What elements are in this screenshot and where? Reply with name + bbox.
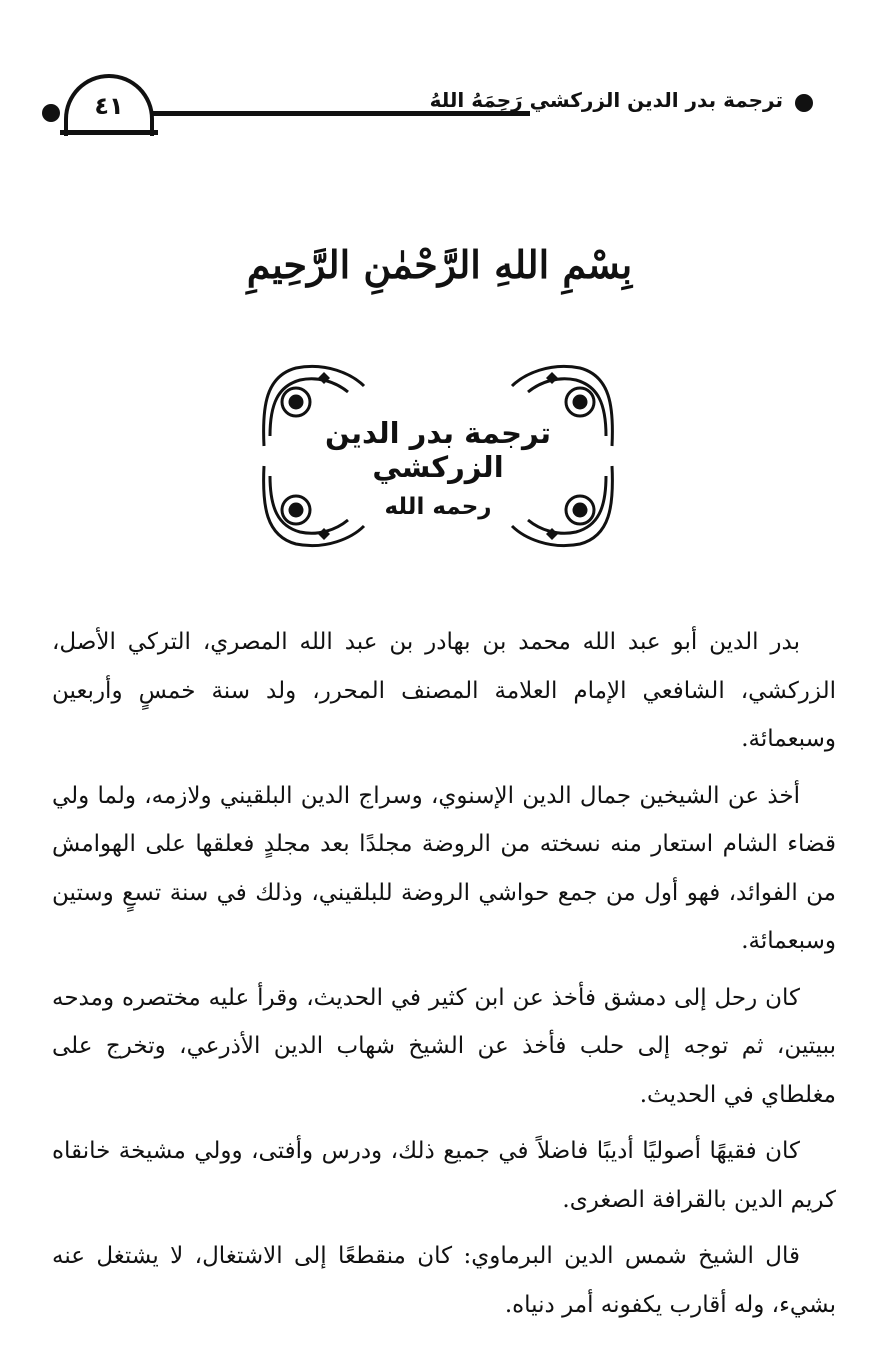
paragraph: أخذ عن الشيخين جمال الدين الإسنوي، وسراج الدين البلقيني ولازمه، ولما ولي قضاء الشام استعار منه نسخته من الروضة مجلدًا بعد مجلدٍ فعلقها على الهوامش من الفوائد، فهو أول من جمع حواشي الروضة للبلقيني، وذلك في سنة تسعٍ وستين وسبعمائة. bbox=[52, 782, 836, 954]
header-dot-right bbox=[795, 94, 813, 112]
basmala-calligraphy: بِسْمِ اللهِ الرَّحْمٰنِ الرَّحِيمِ bbox=[246, 242, 633, 287]
page-number-base-line bbox=[60, 130, 158, 135]
body-text bbox=[52, 618, 836, 1337]
ornamental-title-frame bbox=[256, 356, 620, 556]
running-title: ترجمة بدر الدين الزركشي رَحِمَهُ اللهُ bbox=[429, 88, 783, 112]
page-number: ٤١ bbox=[94, 92, 124, 120]
chapter-subtitle: رحمه الله bbox=[384, 494, 492, 520]
paragraph: بدر الدين أبو عبد الله محمد بن بهادر بن عبد الله المصري، التركي الأصل، الزركشي، الشافعي الإمام العلامة المصنف المحرر، ولد سنة خمسٍ وأربعين وسبعمائة. bbox=[52, 629, 836, 752]
paragraph: كان فقيهًا أصوليًا أديبًا فاضلاً في جميع ذلك، ودرس وأفتى، وولي مشيخة خانقاه كريم الدين بالقرافة الصغرى. bbox=[52, 1138, 836, 1213]
paragraph: كان رحل إلى دمشق فأخذ عن ابن كثير في الحديث، وقرأ عليه مختصره ومدحه ببيتين، ثم توجه إلى حلب فأخذ عن الشيخ شهاب الدين الأذرعي، وتخرج على مغلطاي في الحديث. bbox=[52, 984, 836, 1108]
header-dot-left bbox=[42, 104, 60, 122]
running-header bbox=[0, 0, 879, 150]
paragraph: قال الشيخ شمس الدين البرماوي: كان منقطعًا إلى الاشتغال، لا يشتغل عنه بشيء، وله أقارب يكفونه أمر دنياه. bbox=[52, 1243, 836, 1318]
chapter-title: ترجمة بدر الدين الزركشي bbox=[325, 416, 551, 484]
